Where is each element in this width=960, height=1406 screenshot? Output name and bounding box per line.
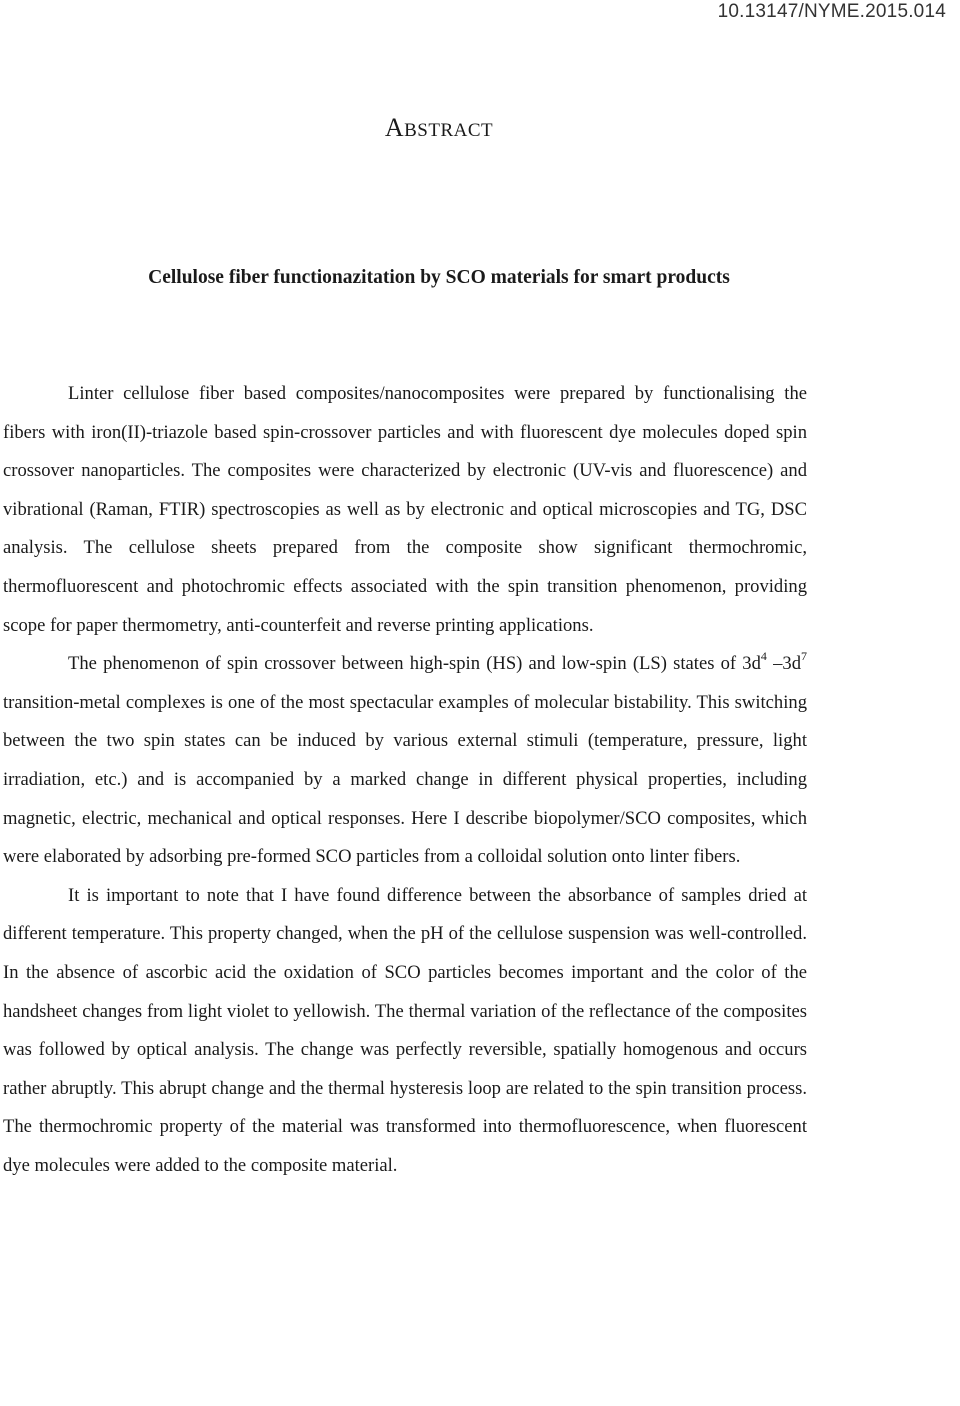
superscript-7: 7 [801,648,807,663]
paragraph-3: It is important to note that I have found difference between the absorbance of samples dried at different temperature. This property changed, when the pH of the cellulose suspension was well-controlled. In the absence of ascorbic acid the oxidation of SCO particles becomes important and the color of the handsheet changes from light violet to yellowish. The thermal variation of the reflectance of the composites was followed by optical analysis. The change was perfectly reversible, spatially homogenous and occurs rather abruptly. This abrupt change and the thermal hysteresis loop are related to the spin transition process. The thermochromic property of the material was transformed into thermofluorescence, when fluorescent dye molecules were added to the composite material. [3,884,807,1176]
paragraph-2-text-c: transition-metal complexes is one of the most spectacular examples of molecular bistability. This switching between the two spin states can be induced by various external stimuli (temperature, pressure, light irradiation, etc.) and is accompanied by a marked change in different physical properties, including magnetic, electric, mechanical and optical responses. Here I describe biopolymer/SCO composites, which were elaborated by adsorbing pre-formed SCO particles from a colloidal solution onto linter fibers. [3,691,807,868]
paragraph-2-text-a: The phenomenon of spin crossover between high-spin (HS) and low-spin (LS) states of 3d [68,653,761,675]
paper-title: Cellulose fiber functionazitation by SCO materials for smart products [148,267,730,288]
abstract-body [3,375,807,1185]
paragraph-1: Linter cellulose fiber based composites/nanocomposites were prepared by functionalising the fibers with iron(II)-triazole based spin-crossover particles and with fluorescent dye molecules doped spin crossover nanoparticles. The composites were characterized by electronic (UV-vis and fluorescence) and vibrational (Raman, FTIR) spectroscopies as well as by electronic and optical microscopies and TG, DSC analysis. The cellulose sheets prepared from the composite show significant thermochromic, thermofluorescent and photochromic effects associated with the spin transition phenomenon, providing scope for paper thermometry, anti-counterfeit and reverse printing applications. [3,383,807,636]
doi-identifier: 10.13147/NYME.2015.014 [717,1,946,22]
superscript-4: 4 [760,648,767,663]
section-heading-rest: BSTRACT [404,120,494,141]
section-heading [0,113,878,143]
section-heading-initial: A [384,113,405,142]
paragraph-2 [3,645,807,877]
paragraph-2-text-b: –3d [766,653,801,675]
